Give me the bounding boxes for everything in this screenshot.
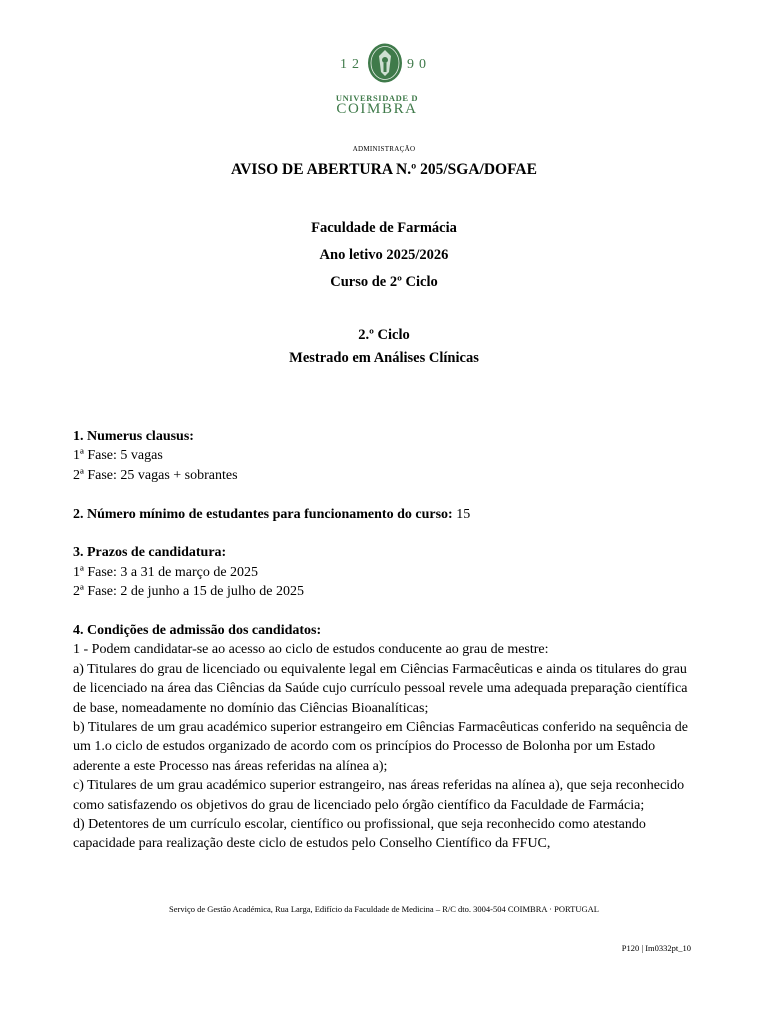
section-2	[73, 505, 703, 524]
degree-name: Mestrado em Análises Clínicas	[289, 350, 479, 366]
section-2-value: 15	[452, 506, 471, 522]
course-level: Curso de 2º Ciclo	[330, 274, 438, 290]
document-reference: P120 | Im0332pt_10	[621, 943, 691, 953]
university-seal-icon	[366, 42, 404, 84]
section-4-item-c: c) Titulares de um grau académico superior estrangeiro, nas áreas referidas na alínea a), que seja reconhecido como satisfazendo os objetivos do grau de licenciado pelo órgão científico da Faculdade de Farmácia;	[73, 778, 685, 813]
section-1-heading: 1. Numerus clausus:	[73, 429, 194, 444]
academic-year: Ano letivo 2025/2026	[319, 247, 449, 263]
section-4-item-a: a) Titulares do grau de licenciado ou equivalente legal em Ciências Farmacêuticas e ainda os titulares do grau de licenciado na área das Ciências da Saúde cujo currículo pessoal revele uma adequada preparação científica de base, nomeadamente no domínio das Ciências Bioanalíticas;	[73, 661, 688, 716]
university-logo	[322, 40, 452, 120]
section-3-heading: 3. Prazos de candidatura:	[73, 545, 227, 561]
logo-name-line: COIMBRA	[336, 101, 418, 117]
logo-year-right: 90	[407, 57, 431, 72]
section-4-item-d: d) Detentores de um currículo escolar, científico ou profissional, que seja reconhecido como atestando capacidade para realização deste ciclo de estudos pelo Conselho Científico da FFUC,	[73, 817, 646, 852]
logo-university-line: UNIVERSIDADE D	[335, 93, 419, 103]
section-4-item-b: b) Titulares de um grau académico superior estrangeiro em Ciências Farmacêuticas conferido na sequência de um 1.o ciclo de estudos organizado de acordo com os princípios do Processo de Bolonha por um Estado aderente a este Processo nas áreas referidas na alínea a);	[73, 720, 688, 774]
section-1-line: 2ª Fase: 25 vagas + sobrantes	[73, 467, 238, 483]
notice-title: AVISO DE ABERTURA N.º 205/SGA/DOFAE	[231, 161, 537, 178]
footer-address: Serviço de Gestão Académica, Rua Larga, Edifício da Faculdade de Medicina – R/C dto. 3004-504 COIMBRA · PORTUGAL	[169, 904, 599, 914]
section-4-heading: 4. Condições de admissão dos candidatos:	[73, 623, 322, 639]
section-2-heading: 2. Número mínimo de estudantes para funcionamento do curso:	[73, 506, 453, 522]
section-3-line: 1ª Fase: 3 a 31 de março de 2025	[73, 564, 259, 580]
section-3-line: 2ª Fase: 2 de junho a 15 de julho de 2025	[73, 584, 304, 600]
department-label: ADMINISTRAÇÃO	[352, 145, 416, 153]
cycle-label: 2.º Ciclo	[358, 327, 410, 343]
section-1-line: 1ª Fase: 5 vagas	[73, 448, 163, 464]
section-4-intro: 1 - Podem candidatar-se ao acesso ao ciclo de estudos conducente ao grau de mestre:	[73, 642, 549, 658]
notice-body	[73, 427, 703, 854]
logo-year-left: 12	[340, 57, 364, 72]
faculty-name: Faculdade de Farmácia	[311, 220, 457, 236]
